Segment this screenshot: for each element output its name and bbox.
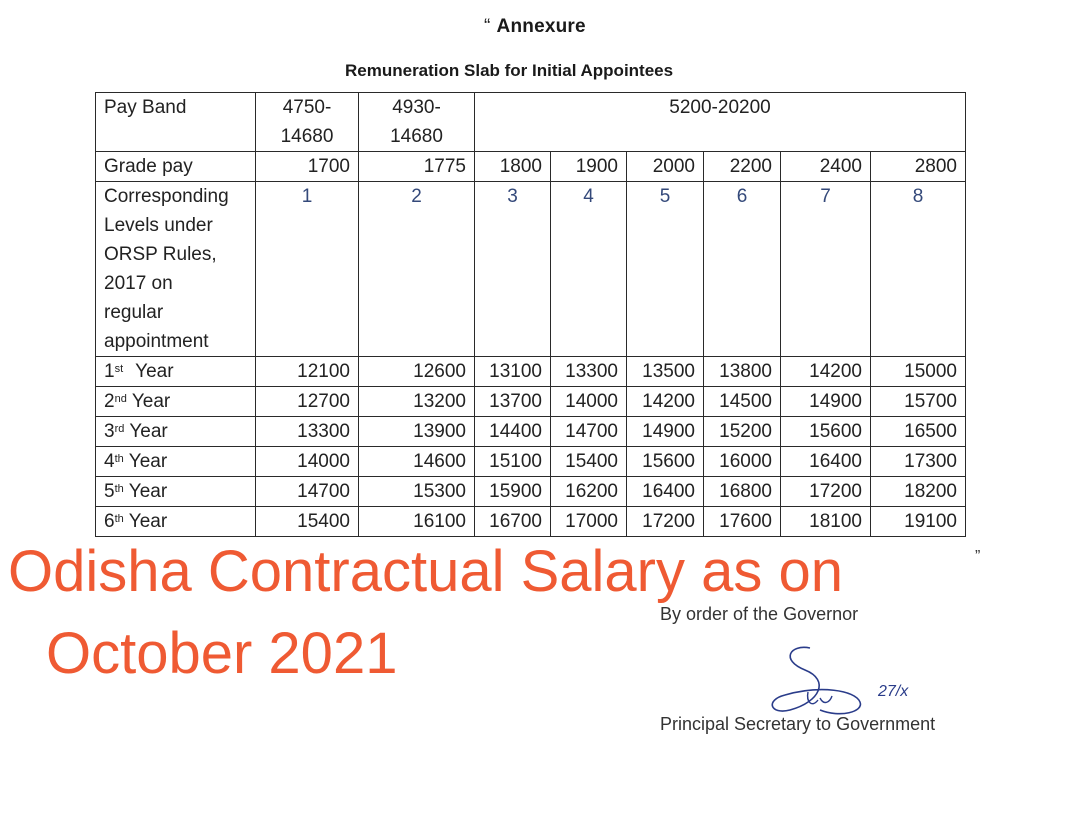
year-ordinal: th: [114, 513, 124, 525]
salary-cell: 13700: [475, 387, 551, 417]
levels-label-line: Levels under: [104, 215, 213, 236]
year-number: 2: [104, 391, 115, 412]
by-order-text: By order of the Governor: [660, 604, 859, 624]
overlay-caption-line-1: Odisha Contractual Salary as on: [8, 539, 843, 604]
year-word: Year: [128, 481, 168, 502]
year-ordinal: rd: [114, 423, 125, 435]
salary-cell: 15300: [359, 477, 475, 507]
year-number: 3: [104, 421, 115, 442]
year-word: Year: [129, 421, 168, 442]
salary-cell: 14400: [475, 417, 551, 447]
salary-cell: 13800: [704, 357, 781, 387]
salary-cell: 15400: [256, 507, 359, 537]
salary-cell: 14700: [551, 417, 627, 447]
pay-band-value-line: 4930-: [392, 97, 441, 118]
salary-cell: 15600: [627, 447, 704, 477]
salary-cell: 15100: [475, 447, 551, 477]
salary-cell: 14200: [627, 387, 704, 417]
salary-cell: 18100: [781, 507, 871, 537]
salary-cell: 15600: [781, 417, 871, 447]
salary-cell: 12600: [359, 357, 475, 387]
year-number: 5: [104, 481, 115, 502]
grade-pay-cell: 2400: [781, 152, 871, 182]
level-cell: 8: [871, 182, 966, 357]
grade-pay-cell: 2200: [704, 152, 781, 182]
annexure-heading: [484, 16, 586, 38]
year-ordinal: th: [114, 483, 124, 495]
salary-cell: 15400: [551, 447, 627, 477]
salary-cell: 14700: [256, 477, 359, 507]
pay-band-value-line: 14680: [280, 126, 334, 147]
levels-row: [96, 182, 966, 357]
signer-title: Principal Secretary to Government: [660, 714, 936, 734]
pay-band-label: Pay Band: [96, 93, 256, 152]
remuneration-table: [95, 92, 966, 537]
level-cell: 7: [781, 182, 871, 357]
year-row: [96, 417, 966, 447]
year-row: [96, 507, 966, 537]
table-title: Remuneration Slab for Initial Appointees: [345, 61, 674, 80]
grade-pay-cell: 2000: [627, 152, 704, 182]
level-cell: 3: [475, 182, 551, 357]
grade-pay-cell: 1775: [359, 152, 475, 182]
year-ordinal: th: [114, 453, 124, 465]
year-label: [96, 417, 256, 447]
overlay-caption-line-2: October 2021: [46, 621, 398, 686]
year-word: Year: [128, 511, 168, 532]
salary-cell: 16800: [704, 477, 781, 507]
levels-label: [96, 182, 256, 357]
salary-cell: 15700: [871, 387, 966, 417]
year-label: [96, 447, 256, 477]
salary-cell: 17200: [627, 507, 704, 537]
grade-pay-cell: 1700: [256, 152, 359, 182]
pay-band-value-line: 4750-: [282, 97, 332, 118]
grade-pay-label: Grade pay: [96, 152, 256, 182]
salary-cell: 16400: [781, 447, 871, 477]
salary-cell: 14000: [551, 387, 627, 417]
pay-band-value: [475, 93, 966, 152]
levels-label-line: appointment: [104, 331, 209, 352]
open-quote-mark: “: [484, 16, 491, 37]
grade-pay-cell: 2800: [871, 152, 966, 182]
pay-band-row: [96, 93, 966, 152]
level-cell: 1: [256, 182, 359, 357]
salary-cell: 15000: [871, 357, 966, 387]
pay-band-value-line: 5200-20200: [669, 97, 771, 118]
salary-cell: 16500: [871, 417, 966, 447]
salary-cell: 14000: [256, 447, 359, 477]
close-quote-mark: ”: [975, 548, 981, 565]
year-number: 1: [104, 361, 115, 382]
grade-pay-cell: 1900: [551, 152, 627, 182]
signature-date: 27/x: [878, 683, 909, 700]
salary-cell: 17200: [781, 477, 871, 507]
level-cell: 5: [627, 182, 704, 357]
salary-cell: 13300: [256, 417, 359, 447]
pay-band-value: [256, 93, 359, 152]
year-word: Year: [131, 391, 171, 412]
salary-cell: 12100: [256, 357, 359, 387]
levels-label-line: Corresponding: [104, 186, 229, 207]
salary-cell: 13200: [359, 387, 475, 417]
level-cell: 6: [704, 182, 781, 357]
salary-cell: 14900: [627, 417, 704, 447]
salary-cell: 14900: [781, 387, 871, 417]
year-row: [96, 387, 966, 417]
levels-label-line: regular: [104, 302, 164, 323]
salary-cell: 19100: [871, 507, 966, 537]
salary-cell: 13300: [551, 357, 627, 387]
salary-cell: 16000: [704, 447, 781, 477]
salary-cell: 15900: [475, 477, 551, 507]
year-ordinal: nd: [114, 393, 127, 405]
year-row: [96, 447, 966, 477]
salary-cell: 13900: [359, 417, 475, 447]
year-row: [96, 477, 966, 507]
annexure-title: Annexure: [496, 16, 586, 37]
year-ordinal: st: [114, 363, 124, 375]
year-label: [96, 387, 256, 417]
salary-cell: 16200: [551, 477, 627, 507]
salary-cell: 14600: [359, 447, 475, 477]
salary-cell: 17600: [704, 507, 781, 537]
salary-cell: 15200: [704, 417, 781, 447]
year-label: [96, 507, 256, 537]
year-label: [96, 477, 256, 507]
pay-band-value-line: 14680: [390, 126, 443, 147]
salary-cell: 17300: [871, 447, 966, 477]
level-cell: 4: [551, 182, 627, 357]
grade-pay-row: [96, 152, 966, 182]
year-word: Year: [128, 451, 168, 472]
pay-band-value: [359, 93, 475, 152]
levels-label-line: ORSP Rules,: [104, 244, 217, 265]
salary-cell: 13500: [627, 357, 704, 387]
levels-label-line: 2017 on: [104, 273, 173, 294]
salary-cell: 18200: [871, 477, 966, 507]
level-cell: 2: [359, 182, 475, 357]
salary-cell: 16100: [359, 507, 475, 537]
year-number: 6: [104, 511, 115, 532]
salary-cell: 17000: [551, 507, 627, 537]
salary-cell: 14200: [781, 357, 871, 387]
salary-cell: 16700: [475, 507, 551, 537]
year-number: 4: [104, 451, 115, 472]
grade-pay-cell: 1800: [475, 152, 551, 182]
salary-cell: 12700: [256, 387, 359, 417]
salary-cell: 14500: [704, 387, 781, 417]
salary-cell: 16400: [627, 477, 704, 507]
salary-cell: 13100: [475, 357, 551, 387]
year-word: Year: [135, 361, 174, 382]
year-label: [96, 357, 256, 387]
year-row: [96, 357, 966, 387]
